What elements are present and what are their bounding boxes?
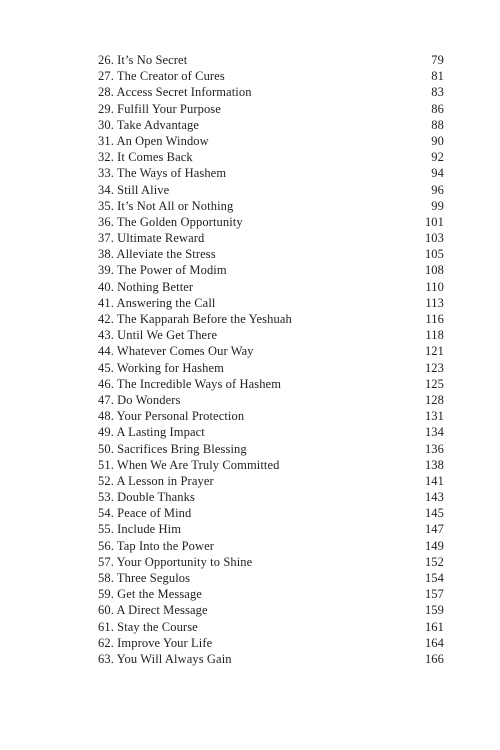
toc-entry-title: 49. A Lasting Impact bbox=[98, 425, 205, 440]
toc-entry bbox=[98, 392, 444, 408]
toc-entry-title: 39. The Power of Modim bbox=[98, 263, 227, 278]
toc-entry-page-number: 147 bbox=[424, 522, 444, 537]
toc-entry bbox=[98, 489, 444, 505]
toc-entry-title: 27. The Creator of Cures bbox=[98, 69, 225, 84]
toc-entry-title: 30. Take Advantage bbox=[98, 117, 200, 132]
toc-entry bbox=[98, 586, 444, 602]
toc-entry bbox=[98, 457, 444, 473]
toc-entry-page-number: 123 bbox=[424, 360, 444, 375]
toc-entry bbox=[98, 311, 444, 327]
toc-entry-page-number: 152 bbox=[424, 554, 444, 569]
toc-entry bbox=[98, 262, 444, 278]
table-of-contents bbox=[98, 52, 444, 667]
toc-entry-page-number: 125 bbox=[424, 376, 444, 391]
toc-entry-title: 38. Alleviate the Stress bbox=[98, 247, 216, 262]
toc-entry bbox=[98, 360, 444, 376]
toc-entry-page-number: 143 bbox=[424, 490, 444, 505]
toc-entry-page-number: 105 bbox=[424, 247, 444, 262]
toc-entry-title: 40. Nothing Better bbox=[98, 279, 194, 294]
toc-entry bbox=[98, 230, 444, 246]
toc-entry bbox=[98, 149, 444, 165]
toc-entry-page-number: 141 bbox=[424, 473, 444, 488]
toc-entry bbox=[98, 376, 444, 392]
toc-entry bbox=[98, 408, 444, 424]
toc-entry bbox=[98, 165, 444, 181]
toc-entry-page-number: 113 bbox=[425, 295, 444, 310]
toc-entry bbox=[98, 198, 444, 214]
toc-entry-title: 29. Fulfill Your Purpose bbox=[98, 101, 221, 116]
toc-entry bbox=[98, 182, 444, 198]
toc-entry bbox=[98, 279, 444, 295]
toc-entry-page-number: 131 bbox=[424, 409, 444, 424]
toc-entry-title: 60. A Direct Message bbox=[98, 603, 208, 618]
toc-entry bbox=[98, 538, 444, 554]
toc-entry-page-number: 128 bbox=[424, 392, 444, 407]
toc-entry-page-number: 108 bbox=[424, 263, 444, 278]
toc-entry bbox=[98, 505, 444, 521]
toc-entry bbox=[98, 84, 444, 100]
toc-entry-page-number: 88 bbox=[431, 117, 444, 132]
toc-entry-title: 35. It’s Not All or Nothing bbox=[98, 198, 234, 213]
toc-entry bbox=[98, 295, 444, 311]
toc-entry bbox=[98, 570, 444, 586]
toc-entry-title: 26. It’s No Secret bbox=[98, 53, 188, 67]
toc-entry-page-number: 121 bbox=[424, 344, 444, 359]
toc-entry-page-number: 96 bbox=[431, 182, 444, 197]
toc-entry-title: 33. The Ways of Hashem bbox=[98, 166, 227, 181]
toc-entry bbox=[98, 602, 444, 618]
toc-entry-page-number: 116 bbox=[425, 312, 444, 326]
toc-entry-title: 57. Your Opportunity to Shine bbox=[98, 554, 253, 569]
toc-entry-page-number: 103 bbox=[424, 231, 444, 246]
toc-entry-page-number: 166 bbox=[424, 651, 444, 666]
toc-entry bbox=[98, 246, 444, 262]
toc-entry-title: 62. Improve Your Life bbox=[98, 635, 213, 650]
toc-entry-title: 54. Peace of Mind bbox=[98, 506, 192, 521]
toc-entry bbox=[98, 619, 444, 635]
toc-entry-title: 63. You Will Always Gain bbox=[98, 651, 232, 666]
toc-entry-page-number: 157 bbox=[424, 587, 444, 602]
toc-entry-title: 46. The Incredible Ways of Hashem bbox=[98, 376, 282, 391]
toc-entry-title: 41. Answering the Call bbox=[98, 295, 216, 310]
toc-entry-page-number: 161 bbox=[424, 619, 444, 634]
toc-entry bbox=[98, 101, 444, 117]
toc-entry-title: 58. Three Segulos bbox=[98, 571, 191, 585]
toc-entry-title: 42. The Kapparah Before the Yeshuah bbox=[98, 312, 292, 326]
toc-entry bbox=[98, 554, 444, 570]
toc-entry-title: 43. Until We Get There bbox=[98, 328, 218, 343]
toc-entry bbox=[98, 473, 444, 489]
toc-entry-page-number: 110 bbox=[425, 279, 444, 294]
toc-entry-page-number: 149 bbox=[424, 538, 444, 553]
toc-entry-title: 28. Access Secret Information bbox=[98, 85, 252, 100]
toc-entry bbox=[98, 343, 444, 359]
toc-entry-page-number: 101 bbox=[424, 214, 444, 229]
toc-entry-page-number: 136 bbox=[424, 441, 444, 456]
toc-entry bbox=[98, 117, 444, 133]
toc-entry-page-number: 99 bbox=[431, 198, 444, 213]
toc-entry-page-number: 134 bbox=[424, 425, 444, 440]
toc-entry-page-number: 138 bbox=[424, 457, 444, 472]
toc-entry-title: 55. Include Him bbox=[98, 522, 182, 537]
toc-entry-title: 37. Ultimate Reward bbox=[98, 231, 205, 246]
toc-entry-title: 31. An Open Window bbox=[98, 133, 209, 148]
toc-entry-page-number: 154 bbox=[424, 571, 444, 585]
toc-entry-page-number: 118 bbox=[425, 328, 444, 343]
toc-entry-title: 53. Double Thanks bbox=[98, 490, 195, 505]
toc-entry bbox=[98, 635, 444, 651]
toc-entry-page-number: 90 bbox=[431, 133, 444, 148]
toc-entry bbox=[98, 214, 444, 230]
toc-entry bbox=[98, 651, 444, 667]
toc-entry-page-number: 86 bbox=[431, 101, 444, 116]
toc-entry bbox=[98, 133, 444, 149]
toc-entry bbox=[98, 424, 444, 440]
toc-entry-page-number: 79 bbox=[431, 53, 444, 67]
toc-entry-title: 47. Do Wonders bbox=[98, 392, 181, 407]
toc-entry-page-number: 81 bbox=[431, 69, 444, 84]
toc-entry-title: 48. Your Personal Protection bbox=[98, 409, 245, 424]
toc-entry-title: 51. When We Are Truly Committed bbox=[98, 457, 280, 472]
toc-entry-title: 32. It Comes Back bbox=[98, 150, 193, 165]
toc-entry-title: 56. Tap Into the Power bbox=[98, 538, 215, 553]
toc-entry-page-number: 145 bbox=[424, 506, 444, 521]
toc-entry bbox=[98, 52, 444, 68]
toc-entry bbox=[98, 68, 444, 84]
toc-entry-page-number: 92 bbox=[431, 150, 444, 165]
toc-entry-page-number: 83 bbox=[431, 85, 444, 100]
toc-entry-title: 36. The Golden Opportunity bbox=[98, 214, 243, 229]
toc-entry-title: 59. Get the Message bbox=[98, 587, 202, 602]
toc-entry-page-number: 94 bbox=[431, 166, 444, 181]
toc-entry-title: 50. Sacrifices Bring Blessing bbox=[98, 441, 247, 456]
toc-entry-page-number: 164 bbox=[424, 635, 444, 650]
toc-entry bbox=[98, 441, 444, 457]
toc-entry-title: 61. Stay the Course bbox=[98, 619, 198, 634]
toc-entry bbox=[98, 521, 444, 537]
toc-entry-title: 45. Working for Hashem bbox=[98, 360, 224, 375]
toc-entry-title: 52. A Lesson in Prayer bbox=[98, 473, 214, 488]
toc-entry-title: 34. Still Alive bbox=[98, 182, 170, 197]
toc-entry-page-number: 159 bbox=[424, 603, 444, 618]
toc-entry-title: 44. Whatever Comes Our Way bbox=[98, 344, 254, 359]
toc-entry bbox=[98, 327, 444, 343]
